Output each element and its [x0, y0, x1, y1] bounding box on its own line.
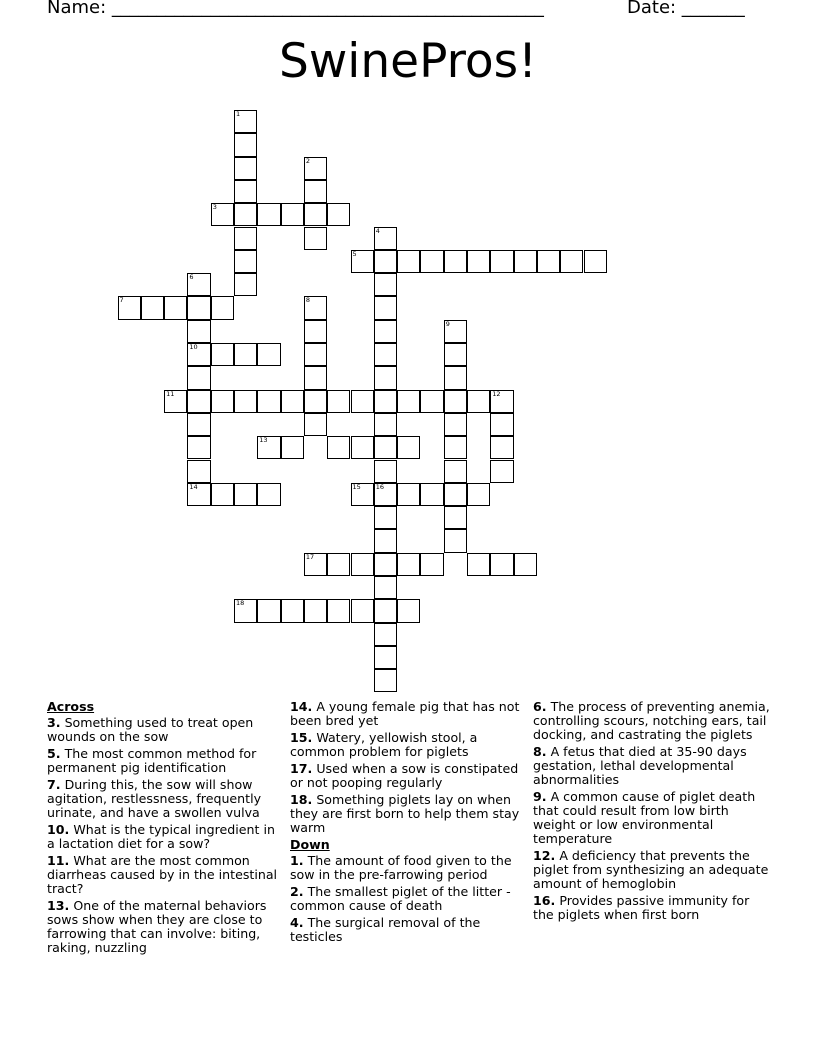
clue-item [47, 854, 285, 896]
crossword-cell[interactable] [351, 599, 374, 622]
crossword-cell[interactable] [374, 320, 397, 343]
clue-number: 3 [212, 203, 217, 212]
crossword-cell[interactable] [304, 366, 327, 389]
crossword-cell[interactable] [584, 250, 607, 273]
clue-number: 18 [236, 599, 245, 608]
crossword-cell[interactable] [420, 483, 443, 506]
clue-text: The amount of food given to the sow in the pre-farrowing period [290, 853, 512, 882]
crossword-cell[interactable] [420, 553, 443, 576]
name-field-label: Name: ________________________________________________ [47, 0, 544, 18]
clue-number: 9 [445, 319, 450, 328]
crossword-cell[interactable] [304, 599, 327, 622]
clue-number-label: 17. [290, 761, 313, 776]
crossword-cell[interactable] [560, 250, 583, 273]
crossword-cell[interactable] [187, 436, 210, 459]
crossword-cell[interactable] [187, 366, 210, 389]
down-heading: Down [290, 837, 330, 852]
clue-number: 7 [119, 296, 124, 305]
crossword-cell[interactable] [374, 413, 397, 436]
crossword-cell[interactable] [234, 227, 257, 250]
crossword-cell[interactable] [444, 343, 467, 366]
clue-text: Provides passive immunity for the piglets when first born [533, 893, 750, 922]
crossword-cell[interactable] [397, 250, 420, 273]
crossword-cell[interactable] [211, 483, 234, 506]
crossword-cell[interactable] [327, 553, 350, 576]
clue-number: 10 [189, 343, 198, 351]
crossword-cell[interactable] [234, 157, 257, 180]
clue-text: Watery, yellowish stool, a common problem for piglets [290, 730, 478, 759]
clue-number-label: 3. [47, 715, 61, 730]
crossword-cell[interactable] [187, 460, 210, 483]
crossword-cell[interactable] [444, 506, 467, 529]
crossword-cell[interactable] [257, 343, 280, 366]
clue-item [290, 793, 528, 835]
clue-number: 2 [305, 156, 311, 165]
clue-text: Something used to treat open wounds on the sow [47, 715, 254, 744]
crossword-cell[interactable] [374, 343, 397, 366]
crossword-cell[interactable] [118, 296, 141, 319]
clue-text: During this, the sow will show agitation, restlessness, frequently urinate, and have a swollen vulva [47, 777, 262, 820]
crossword-cell[interactable] [374, 506, 397, 529]
crossword-cell[interactable] [374, 273, 397, 296]
clue-text: The most common method for permanent pig identification [47, 746, 257, 775]
crossword-cell[interactable] [304, 390, 327, 413]
crossword-cell[interactable] [490, 553, 513, 576]
clue-number-label: 7. [47, 777, 61, 792]
clue-number-label: 18. [290, 792, 313, 807]
clue-number-label: 8. [533, 744, 547, 759]
crossword-cell[interactable] [374, 366, 397, 389]
clue-number: 13 [259, 436, 268, 445]
clue-item [47, 778, 285, 820]
clue-text: What are the most common diarrheas caused by in the intestinal tract? [47, 853, 278, 896]
crossword-cell[interactable] [234, 133, 257, 156]
clue-number: 17 [305, 552, 315, 561]
crossword-cell[interactable] [467, 250, 490, 273]
crossword-cell[interactable] [234, 250, 257, 273]
clue-text: A young female pig that has not been bred yet [290, 699, 520, 728]
crossword-cell[interactable] [257, 483, 280, 506]
clue-number-label: 6. [533, 699, 547, 714]
crossword-cell[interactable] [281, 390, 304, 413]
crossword-cell[interactable] [444, 483, 467, 506]
crossword-cell[interactable] [304, 203, 327, 226]
clue-item [290, 731, 528, 759]
crossword-cell[interactable] [234, 203, 257, 226]
across-clue-list [47, 716, 285, 955]
clue-number: 12 [492, 389, 501, 398]
crossword-cell[interactable] [444, 460, 467, 483]
clue-number: 16 [375, 482, 385, 491]
crossword-cell[interactable] [234, 390, 257, 413]
clue-text: The smallest piglet of the litter - common cause of death [290, 884, 511, 913]
crossword-cell[interactable] [234, 343, 257, 366]
crossword-cell[interactable] [257, 599, 280, 622]
crossword-cell[interactable] [444, 390, 467, 413]
crossword-cell[interactable] [351, 553, 374, 576]
crossword-cell[interactable] [444, 529, 467, 552]
clue-number: 6 [189, 273, 194, 282]
clue-text: What is the typical ingredient in a lactation diet for a sow? [47, 822, 275, 851]
clue-item [47, 747, 285, 775]
crossword-cell[interactable] [397, 436, 420, 459]
crossword-cell[interactable] [304, 343, 327, 366]
clue-item [290, 885, 528, 913]
crossword-cell[interactable] [211, 390, 234, 413]
crossword-cell[interactable] [351, 483, 374, 506]
crossword-cell[interactable] [187, 343, 210, 366]
crossword-cell[interactable] [187, 296, 210, 319]
clues-column-2 [290, 700, 528, 947]
across-clue-list-continued [290, 700, 528, 835]
clue-item [533, 790, 771, 846]
clue-number: 5 [352, 249, 357, 258]
clue-number: 11 [166, 389, 175, 398]
crossword-cell[interactable] [420, 250, 443, 273]
clue-text: Something piglets lay on when they are first born to help them stay warm [290, 792, 520, 835]
crossword-cell[interactable] [211, 343, 234, 366]
crossword-cell[interactable] [187, 273, 210, 296]
down-clue-list [290, 854, 528, 944]
clue-text: Used when a sow is constipated or not pooping regularly [290, 761, 519, 790]
clue-number-label: 10. [47, 822, 70, 837]
clue-text: One of the maternal behaviors sows show when they are close to farrowing that can involve: biting, raking, nuzzling [47, 898, 267, 955]
crossword-cell[interactable] [374, 623, 397, 646]
crossword-cell[interactable] [304, 227, 327, 250]
crossword-cell[interactable] [467, 553, 490, 576]
clue-number-label: 4. [290, 915, 304, 930]
crossword-cell[interactable] [490, 250, 513, 273]
clue-number-label: 11. [47, 853, 70, 868]
crossword-cell[interactable] [444, 366, 467, 389]
crossword-cell[interactable] [537, 250, 560, 273]
crossword-cell[interactable] [327, 203, 350, 226]
crossword-cell[interactable] [490, 460, 513, 483]
crossword-cell[interactable] [374, 576, 397, 599]
clue-number-label: 12. [533, 848, 556, 863]
clue-number-label: 13. [47, 898, 70, 913]
date-field-label: Date: _______ [627, 0, 745, 18]
clue-number-label: 5. [47, 746, 61, 761]
crossword-cell[interactable] [444, 413, 467, 436]
crossword-cell[interactable] [490, 413, 513, 436]
crossword-cell[interactable] [234, 110, 257, 133]
crossword-cell[interactable] [281, 203, 304, 226]
crossword-cell[interactable] [351, 250, 374, 273]
clue-item [290, 916, 528, 944]
crossword-cell[interactable] [164, 390, 187, 413]
crossword-cell[interactable] [257, 203, 280, 226]
crossword-cell[interactable] [374, 227, 397, 250]
clue-text: The surgical removal of the testicles [290, 915, 481, 944]
clues-column-1 [47, 700, 285, 958]
clue-item [47, 899, 285, 955]
crossword-cell[interactable] [187, 483, 210, 506]
crossword-cell[interactable] [351, 436, 374, 459]
clue-number: 14 [189, 482, 198, 491]
clue-item [533, 849, 771, 891]
crossword-cell[interactable] [490, 436, 513, 459]
crossword-cell[interactable] [187, 413, 210, 436]
crossword-cell[interactable] [397, 599, 420, 622]
crossword-cell[interactable] [304, 180, 327, 203]
clue-item [290, 854, 528, 882]
clue-number-label: 14. [290, 699, 313, 714]
crossword-cell[interactable] [444, 320, 467, 343]
crossword-cell[interactable] [374, 296, 397, 319]
crossword-cell[interactable] [211, 296, 234, 319]
crossword-cell[interactable] [374, 483, 397, 506]
crossword-cell[interactable] [374, 646, 397, 669]
crossword-cell[interactable] [327, 390, 350, 413]
clue-text: A fetus that died at 35-90 days gestation, lethal developmental abnormalities [533, 744, 747, 787]
crossword-cell[interactable] [374, 529, 397, 552]
crossword-cell[interactable] [187, 320, 210, 343]
crossword-cell[interactable] [374, 669, 397, 692]
page-title: SwinePros! [279, 34, 537, 89]
crossword-cell[interactable] [327, 436, 350, 459]
crossword-cell[interactable] [327, 599, 350, 622]
clue-text: The process of preventing anemia, controlling scours, notching ears, tail docking, and castrating the piglets [533, 699, 770, 742]
crossword-cell[interactable] [374, 553, 397, 576]
crossword-cell[interactable] [351, 390, 374, 413]
crossword-cell[interactable] [444, 436, 467, 459]
crossword-cell[interactable] [234, 599, 257, 622]
crossword-cell[interactable] [374, 250, 397, 273]
clue-number-label: 9. [533, 789, 547, 804]
crossword-cell[interactable] [490, 390, 513, 413]
clue-item [47, 823, 285, 851]
crossword-cell[interactable] [420, 390, 443, 413]
crossword-cell[interactable] [257, 436, 280, 459]
clue-item [533, 894, 771, 922]
clues-column-3 [533, 700, 771, 925]
clue-item [290, 700, 528, 728]
crossword-cell[interactable] [514, 553, 537, 576]
crossword-cell[interactable] [304, 413, 327, 436]
crossword-cell[interactable] [374, 460, 397, 483]
crossword-cell[interactable] [304, 320, 327, 343]
crossword-cell[interactable] [304, 553, 327, 576]
across-heading: Across [47, 699, 95, 714]
clue-number: 4 [375, 226, 380, 235]
down-clue-list-continued [533, 700, 771, 922]
clue-item [533, 745, 771, 787]
crossword-cell[interactable] [211, 203, 234, 226]
clue-text: A common cause of piglet death that could result from low birth weight or low environmental temperature [533, 789, 756, 846]
crossword-cell[interactable] [514, 250, 537, 273]
clue-number: 1 [236, 110, 241, 118]
crossword-cell[interactable] [397, 553, 420, 576]
crossword-cell[interactable] [164, 296, 187, 319]
clue-number-label: 16. [533, 893, 556, 908]
clue-text: A deficiency that prevents the piglet from synthesizing an adequate amount of hemoglobin [533, 848, 769, 891]
crossword-cell[interactable] [397, 390, 420, 413]
crossword-cell[interactable] [444, 250, 467, 273]
crossword-cell[interactable] [141, 296, 164, 319]
crossword-cell[interactable] [374, 436, 397, 459]
crossword-cell[interactable] [304, 296, 327, 319]
clue-item [47, 716, 285, 744]
crossword-cell[interactable] [374, 390, 397, 413]
clue-number-label: 15. [290, 730, 313, 745]
crossword-cell[interactable] [467, 483, 490, 506]
crossword-cell[interactable] [281, 599, 304, 622]
crossword-cell[interactable] [234, 273, 257, 296]
clue-number-label: 2. [290, 884, 304, 899]
crossword-cell[interactable] [187, 390, 210, 413]
clue-number: 15 [352, 482, 361, 491]
clue-number-label: 1. [290, 853, 304, 868]
crossword-cell[interactable] [374, 599, 397, 622]
crossword-cell[interactable] [234, 180, 257, 203]
clue-item [290, 762, 528, 790]
crossword-cell[interactable] [257, 390, 280, 413]
crossword-cell[interactable] [467, 390, 490, 413]
clue-number: 8 [305, 296, 311, 305]
crossword-cell[interactable] [397, 483, 420, 506]
crossword-cell[interactable] [234, 483, 257, 506]
crossword-cell[interactable] [304, 157, 327, 180]
crossword-cell[interactable] [281, 436, 304, 459]
clue-item [533, 700, 771, 742]
